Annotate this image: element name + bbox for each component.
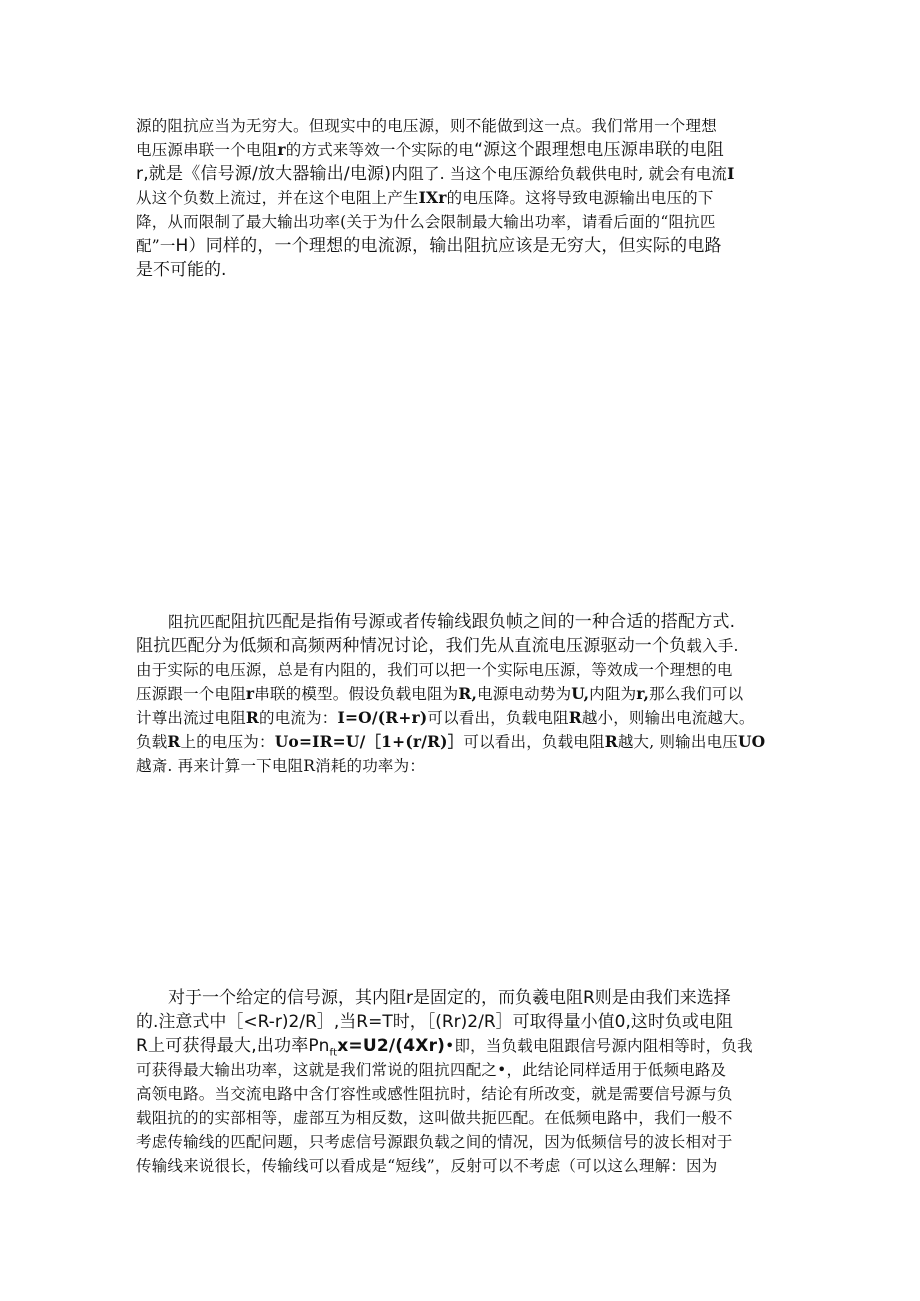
text-line: 由于实际的电压源，总是有内阻的，我们可以把一个实际电压源，等效成一个理想的电: [136, 661, 733, 679]
text-run: “源这个跟理想电压源串联的电阻: [474, 140, 724, 160]
text-run: R: [604, 732, 618, 751]
text-run: 阻抗匹配分为低频和高频两种情况讨论，我们先从直流电压源驱动一个负: [136, 636, 687, 656]
text-run: r,就是《信号源/放大器输出/电源)内: [136, 164, 409, 184]
text-run: 压源跟一个电阻: [136, 685, 246, 703]
text-line: 高领电路。当交流电路中含仃容性或感性阻抗时，结论有所改变，就是需要信号源与负: [136, 1085, 733, 1103]
text-line: [136, 1034, 786, 1058]
formula-max-power: [136, 1036, 445, 1056]
text-run: 越大, 则输出电压: [617, 733, 738, 751]
text-run: I: [727, 164, 735, 183]
text-run: r: [277, 140, 286, 159]
text-line: [136, 186, 786, 210]
text-run: r: [245, 684, 255, 703]
text-line: [136, 138, 786, 162]
paragraph-impedance-matching: [136, 610, 786, 778]
text-line: [136, 634, 786, 658]
text-run: 从这个负数上流过，并在这个电阻上产生: [136, 189, 419, 207]
text-run: R,: [458, 684, 478, 703]
text-line: [136, 682, 786, 706]
paragraph-max-power: [136, 986, 786, 1178]
text-run: H）同样的，一个理想的电流源，输出阻抗应该是无穷大，但实际的电路: [175, 236, 722, 256]
text-run: U,: [571, 684, 590, 703]
text-run: x=U2/(4Xr): [337, 1036, 446, 1056]
text-run: R: [568, 708, 582, 727]
formula-voltage: Uo=IR=U/［1+(r/R)］: [274, 732, 464, 751]
text-run: r,: [636, 684, 650, 703]
text-run: R: [245, 708, 259, 727]
text-line: 载阻抗的的实部相等，虚部互为相反数，这叫做共扼匹配。在低频电路中，我们一般不: [136, 1109, 733, 1127]
text-run: 那么我们可以: [649, 685, 744, 703]
text-line: 是不可能的.: [136, 260, 227, 280]
text-run: 负载: [136, 733, 168, 751]
text-run: 越小，则输出电流越大。: [581, 709, 755, 727]
text-run: 配”一: [136, 237, 176, 255]
text-run: •即，当负载电阻跟信号源内阻相等时，负我: [445, 1037, 753, 1055]
text-run: 电压源串联一个电阻: [136, 141, 278, 159]
text-run: IXr: [418, 188, 447, 207]
text-line: [136, 730, 786, 754]
text-run: 阻抗匹配是指侑号源或者传输线跟负帧之间的一种合适的搭配方式.: [230, 612, 736, 632]
text-run: 串联的模型。假设负载电阻为: [254, 685, 459, 703]
text-line: [136, 234, 786, 258]
text-line: 的.注意式中［<R-r)2/R］,当R=T时，［(Rr)2/R］可取得量小值0,这时负或电阻: [136, 1012, 733, 1032]
text-run: 的方式来等效一个实际的电: [285, 141, 475, 159]
text-run: 阻了. 当这个电压源给负载供电时, 就会有电流: [408, 165, 728, 183]
subscript: ft: [329, 1047, 338, 1058]
text-line: [136, 610, 786, 634]
text-run: 电源电动势为: [477, 685, 572, 703]
text-line: 可获得最大输出功率，这就是我们常说的阻抗四配之•，此结论同样适用于低频电路及: [136, 1061, 727, 1079]
text-run: 可以看出，负载电阻: [427, 709, 569, 727]
text-line: [136, 162, 786, 186]
text-line: 降，从而限制了最大输出功率(关于为什么会限制最大输出功率，请看后面的“阻抗匹: [136, 213, 716, 231]
text-line: 源的阻抗应当为无穷大。但现实中的电压源，则不能做到这一点。我们常用一个理想: [136, 117, 717, 135]
text-run: 的电压降。这将导致电源输出电压的下: [446, 189, 714, 207]
formula-current: I=O/(R+r): [337, 708, 428, 727]
text-line: 越斎. 再来计算一下电阻R消耗的功率为：: [136, 757, 426, 775]
text-run: 载入手.: [686, 637, 739, 655]
text-run: UO: [737, 732, 766, 751]
text-run: 的电流为：: [259, 709, 338, 727]
text-run: 可以看出，负载电阻: [463, 733, 605, 751]
text-run: R: [167, 732, 181, 751]
text-line: 传输线来说很长，传输线可以看成是“短线”，反射可以不考虑（可以这么理解：因为: [136, 1157, 718, 1175]
text-line: 对于一个给定的信号源，其内阻r是固定的，而负羲电阻R则是由我们来选择: [168, 988, 731, 1008]
text-run: 阻抗匹配: [168, 613, 231, 631]
text-run: 上的电压为：: [180, 733, 275, 751]
text-line: 考虑传输线的匹配问题，只考虑信号源跟负载之间的情况，因为低频信号的波长相对于: [136, 1133, 733, 1151]
text-line: [136, 706, 786, 730]
text-run: 计尊出流过电阻: [136, 709, 246, 727]
text-run: R上可获得最大,出功率Pn: [136, 1036, 330, 1056]
text-run: 内阻为: [589, 685, 637, 703]
paragraph-output-impedance: [136, 114, 786, 282]
